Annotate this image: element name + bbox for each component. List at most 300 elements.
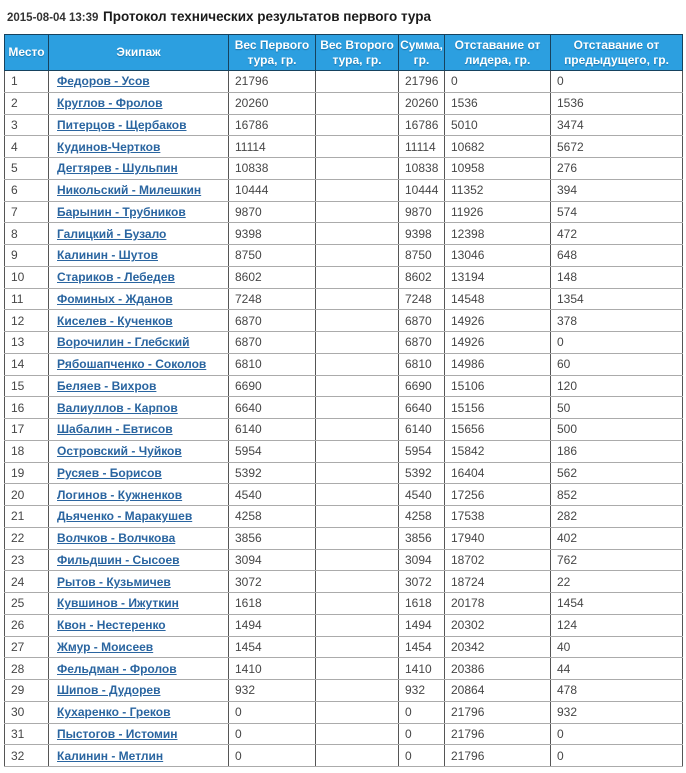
place-cell: 10	[5, 266, 49, 288]
sum-cell: 9398	[399, 223, 445, 245]
gap_prev-cell: 282	[551, 506, 683, 528]
table-row	[5, 375, 683, 397]
table-row	[5, 353, 683, 375]
table-row	[5, 506, 683, 528]
gap_prev-cell: 762	[551, 549, 683, 571]
crew-cell	[49, 680, 229, 702]
sum-cell: 9870	[399, 201, 445, 223]
table-row	[5, 658, 683, 680]
place-cell: 21	[5, 506, 49, 528]
gap_prev-cell: 378	[551, 310, 683, 332]
table-row	[5, 71, 683, 93]
sum-cell: 1454	[399, 636, 445, 658]
w2-cell	[316, 179, 399, 201]
sum-cell: 21796	[399, 71, 445, 93]
crew-cell	[49, 745, 229, 767]
w1-cell: 0	[229, 723, 316, 745]
gap_prev-cell: 0	[551, 745, 683, 767]
gap_leader-cell: 12398	[445, 223, 551, 245]
gap_leader-cell: 17940	[445, 527, 551, 549]
crew-link[interactable]: Волчков - Волчкова	[57, 531, 176, 546]
w1-cell: 9870	[229, 201, 316, 223]
gap_prev-cell: 472	[551, 223, 683, 245]
gap_leader-cell: 14926	[445, 332, 551, 354]
gap_leader-cell: 20302	[445, 614, 551, 636]
crew-link[interactable]: Калинин - Шутов	[57, 248, 158, 263]
gap_prev-cell: 574	[551, 201, 683, 223]
gap_leader-cell: 20864	[445, 680, 551, 702]
table-row	[5, 571, 683, 593]
gap_leader-cell: 14548	[445, 288, 551, 310]
gap_leader-cell: 15106	[445, 375, 551, 397]
gap_prev-cell: 402	[551, 527, 683, 549]
w1-cell: 20260	[229, 92, 316, 114]
place-cell: 7	[5, 201, 49, 223]
w1-cell: 5954	[229, 440, 316, 462]
crew-link[interactable]: Жмур - Моисеев	[57, 639, 154, 654]
table-row	[5, 701, 683, 723]
column-header-gap_leader: Отставание от лидера, гр.	[445, 35, 551, 71]
sum-cell: 5392	[399, 462, 445, 484]
w1-cell: 11114	[229, 136, 316, 158]
place-cell: 14	[5, 353, 49, 375]
column-header-place: Место	[5, 35, 49, 71]
gap_leader-cell: 14986	[445, 353, 551, 375]
crew-link[interactable]: Ворочилин - Глебский	[57, 335, 190, 350]
w1-cell: 4258	[229, 506, 316, 528]
page-title: Протокол технических результатов первого тура	[103, 9, 431, 24]
place-cell: 5	[5, 158, 49, 180]
table-row	[5, 680, 683, 702]
place-cell: 20	[5, 484, 49, 506]
gap_leader-cell: 17256	[445, 484, 551, 506]
w1-cell: 0	[229, 745, 316, 767]
crew-cell	[49, 353, 229, 375]
sum-cell: 6140	[399, 419, 445, 441]
crew-link[interactable]: Фельдман - Фролов	[57, 661, 177, 676]
w2-cell	[316, 419, 399, 441]
place-cell: 13	[5, 332, 49, 354]
place-cell: 30	[5, 701, 49, 723]
gap_prev-cell: 1454	[551, 593, 683, 615]
table-row	[5, 527, 683, 549]
results-table-head	[5, 35, 683, 71]
w2-cell	[316, 593, 399, 615]
w2-cell	[316, 506, 399, 528]
crew-cell	[49, 636, 229, 658]
w1-cell: 21796	[229, 71, 316, 93]
crew-cell	[49, 92, 229, 114]
gap_prev-cell: 394	[551, 179, 683, 201]
w2-cell	[316, 549, 399, 571]
sum-cell: 8750	[399, 245, 445, 267]
place-cell: 18	[5, 440, 49, 462]
w1-cell: 3856	[229, 527, 316, 549]
crew-cell	[49, 158, 229, 180]
place-cell: 22	[5, 527, 49, 549]
w2-cell	[316, 201, 399, 223]
table-row	[5, 179, 683, 201]
w1-cell: 16786	[229, 114, 316, 136]
gap_leader-cell: 10958	[445, 158, 551, 180]
column-header-sum: Сумма, гр.	[399, 35, 445, 71]
crew-cell	[49, 332, 229, 354]
gap_prev-cell: 5672	[551, 136, 683, 158]
gap_leader-cell: 21796	[445, 723, 551, 745]
crew-cell	[49, 71, 229, 93]
sum-cell: 6810	[399, 353, 445, 375]
crew-link[interactable]: Рябошапченко - Соколов	[57, 357, 207, 372]
place-cell: 19	[5, 462, 49, 484]
gap_prev-cell: 186	[551, 440, 683, 462]
place-cell: 16	[5, 397, 49, 419]
crew-cell	[49, 266, 229, 288]
gap_leader-cell: 21796	[445, 701, 551, 723]
w1-cell: 3094	[229, 549, 316, 571]
table-row	[5, 397, 683, 419]
results-table	[4, 34, 683, 767]
crew-cell	[49, 223, 229, 245]
crew-link[interactable]: Дегтярев - Шульпин	[57, 161, 178, 176]
table-row	[5, 419, 683, 441]
crew-link[interactable]: Дьяченко - Маракушев	[57, 509, 193, 524]
place-cell: 1	[5, 71, 49, 93]
gap_prev-cell: 120	[551, 375, 683, 397]
gap_prev-cell: 852	[551, 484, 683, 506]
w2-cell	[316, 397, 399, 419]
results-table-body	[5, 71, 683, 767]
sum-cell: 0	[399, 745, 445, 767]
table-row	[5, 114, 683, 136]
place-cell: 12	[5, 310, 49, 332]
timestamp: 2015-08-04 13:39	[7, 12, 99, 24]
crew-cell	[49, 527, 229, 549]
table-row	[5, 288, 683, 310]
gap_leader-cell: 11352	[445, 179, 551, 201]
place-cell: 24	[5, 571, 49, 593]
sum-cell: 1618	[399, 593, 445, 615]
w2-cell	[316, 723, 399, 745]
sum-cell: 932	[399, 680, 445, 702]
column-header-gap_prev: Отставание от предыдущего, гр.	[551, 35, 683, 71]
w2-cell	[316, 353, 399, 375]
crew-link[interactable]: Беляев - Вихров	[57, 378, 157, 393]
w1-cell: 8602	[229, 266, 316, 288]
gap_prev-cell: 50	[551, 397, 683, 419]
w1-cell: 6640	[229, 397, 316, 419]
crew-cell	[49, 484, 229, 506]
gap_leader-cell: 15656	[445, 419, 551, 441]
gap_prev-cell: 124	[551, 614, 683, 636]
column-header-w1: Вес Первого тура, гр.	[229, 35, 316, 71]
crew-link[interactable]: Кухаренко - Греков	[57, 705, 171, 720]
crew-cell	[49, 245, 229, 267]
gap_leader-cell: 18702	[445, 549, 551, 571]
crew-cell	[49, 136, 229, 158]
gap_prev-cell: 478	[551, 680, 683, 702]
crew-link[interactable]: Питерцов - Щербаков	[57, 117, 187, 132]
w1-cell: 6690	[229, 375, 316, 397]
place-cell: 29	[5, 680, 49, 702]
crew-cell	[49, 397, 229, 419]
w2-cell	[316, 71, 399, 93]
place-cell: 4	[5, 136, 49, 158]
w1-cell: 1618	[229, 593, 316, 615]
gap_leader-cell: 14926	[445, 310, 551, 332]
table-row	[5, 332, 683, 354]
crew-link[interactable]: Рытов - Кузьмичев	[57, 574, 171, 589]
sum-cell: 7248	[399, 288, 445, 310]
crew-link[interactable]: Кудинов-Чертков	[57, 139, 161, 154]
crew-link[interactable]: Никольский - Милешкин	[57, 183, 202, 198]
sum-cell: 3072	[399, 571, 445, 593]
crew-link[interactable]: Шипов - Дудорев	[57, 683, 161, 698]
gap_prev-cell: 3474	[551, 114, 683, 136]
crew-link[interactable]: Островский - Чуйков	[57, 444, 182, 459]
w2-cell	[316, 288, 399, 310]
place-cell: 11	[5, 288, 49, 310]
w2-cell	[316, 310, 399, 332]
gap_prev-cell: 0	[551, 71, 683, 93]
w2-cell	[316, 462, 399, 484]
w2-cell	[316, 614, 399, 636]
w2-cell	[316, 571, 399, 593]
gap_leader-cell: 16404	[445, 462, 551, 484]
w2-cell	[316, 701, 399, 723]
column-header-w2: Вес Второго тура, гр.	[316, 35, 399, 71]
place-cell: 3	[5, 114, 49, 136]
crew-cell	[49, 614, 229, 636]
place-cell: 2	[5, 92, 49, 114]
w2-cell	[316, 332, 399, 354]
table-row	[5, 245, 683, 267]
page-header	[0, 0, 686, 24]
table-row	[5, 92, 683, 114]
w2-cell	[316, 440, 399, 462]
sum-cell: 16786	[399, 114, 445, 136]
w1-cell: 1454	[229, 636, 316, 658]
sum-cell: 10444	[399, 179, 445, 201]
gap_prev-cell: 0	[551, 723, 683, 745]
gap_prev-cell: 0	[551, 332, 683, 354]
place-cell: 6	[5, 179, 49, 201]
table-row	[5, 266, 683, 288]
sum-cell: 6690	[399, 375, 445, 397]
w1-cell: 6870	[229, 332, 316, 354]
w1-cell: 3072	[229, 571, 316, 593]
w2-cell	[316, 223, 399, 245]
table-row	[5, 549, 683, 571]
gap_leader-cell: 13046	[445, 245, 551, 267]
place-cell: 27	[5, 636, 49, 658]
place-cell: 9	[5, 245, 49, 267]
table-row	[5, 158, 683, 180]
gap_leader-cell: 17538	[445, 506, 551, 528]
crew-cell	[49, 419, 229, 441]
gap_leader-cell: 13194	[445, 266, 551, 288]
w1-cell: 6870	[229, 310, 316, 332]
gap_prev-cell: 22	[551, 571, 683, 593]
w1-cell: 6810	[229, 353, 316, 375]
crew-link[interactable]: Киселев - Кученков	[57, 313, 173, 328]
w2-cell	[316, 527, 399, 549]
w2-cell	[316, 658, 399, 680]
place-cell: 23	[5, 549, 49, 571]
table-row	[5, 440, 683, 462]
w2-cell	[316, 92, 399, 114]
crew-link[interactable]: Фильдшин - Сысоев	[57, 552, 180, 567]
gap_leader-cell: 21796	[445, 745, 551, 767]
w1-cell: 8750	[229, 245, 316, 267]
sum-cell: 6640	[399, 397, 445, 419]
gap_leader-cell: 20342	[445, 636, 551, 658]
gap_prev-cell: 500	[551, 419, 683, 441]
table-row	[5, 223, 683, 245]
crew-link[interactable]: Фоминых - Жданов	[57, 291, 173, 306]
gap_prev-cell: 40	[551, 636, 683, 658]
sum-cell: 5954	[399, 440, 445, 462]
crew-link[interactable]: Круглов - Фролов	[57, 96, 163, 111]
crew-cell	[49, 201, 229, 223]
sum-cell: 6870	[399, 310, 445, 332]
sum-cell: 20260	[399, 92, 445, 114]
table-row	[5, 310, 683, 332]
gap_prev-cell: 932	[551, 701, 683, 723]
sum-cell: 6870	[399, 332, 445, 354]
sum-cell: 1410	[399, 658, 445, 680]
sum-cell: 0	[399, 723, 445, 745]
sum-cell: 4540	[399, 484, 445, 506]
sum-cell: 11114	[399, 136, 445, 158]
table-row	[5, 745, 683, 767]
gap_leader-cell: 10682	[445, 136, 551, 158]
crew-link[interactable]: Квон - Нестеренко	[57, 618, 166, 633]
gap_leader-cell: 15842	[445, 440, 551, 462]
crew-cell	[49, 375, 229, 397]
crew-link[interactable]: Логинов - Кужненков	[57, 487, 183, 502]
w1-cell: 7248	[229, 288, 316, 310]
gap_prev-cell: 648	[551, 245, 683, 267]
crew-cell	[49, 114, 229, 136]
crew-link[interactable]: Валиуллов - Карпов	[57, 400, 178, 415]
gap_prev-cell: 562	[551, 462, 683, 484]
w2-cell	[316, 680, 399, 702]
crew-link[interactable]: Барынин - Трубников	[57, 204, 186, 219]
table-row	[5, 484, 683, 506]
crew-link[interactable]: Стариков - Лебедев	[57, 270, 175, 285]
w1-cell: 5392	[229, 462, 316, 484]
w2-cell	[316, 266, 399, 288]
table-row	[5, 614, 683, 636]
w2-cell	[316, 745, 399, 767]
w1-cell: 932	[229, 680, 316, 702]
gap_leader-cell: 0	[445, 71, 551, 93]
w2-cell	[316, 158, 399, 180]
crew-cell	[49, 506, 229, 528]
w1-cell: 1494	[229, 614, 316, 636]
crew-cell	[49, 288, 229, 310]
gap_leader-cell: 11926	[445, 201, 551, 223]
crew-link[interactable]: Пыстогов - Истомин	[57, 726, 178, 741]
crew-link[interactable]: Русяев - Борисов	[57, 465, 162, 480]
gap_leader-cell: 1536	[445, 92, 551, 114]
crew-cell	[49, 440, 229, 462]
crew-cell	[49, 658, 229, 680]
place-cell: 32	[5, 745, 49, 767]
sum-cell: 4258	[399, 506, 445, 528]
gap_prev-cell: 276	[551, 158, 683, 180]
gap_leader-cell: 20178	[445, 593, 551, 615]
gap_leader-cell: 20386	[445, 658, 551, 680]
w2-cell	[316, 136, 399, 158]
w1-cell: 10838	[229, 158, 316, 180]
sum-cell: 0	[399, 701, 445, 723]
crew-cell	[49, 179, 229, 201]
table-row	[5, 201, 683, 223]
place-cell: 17	[5, 419, 49, 441]
gap_prev-cell: 148	[551, 266, 683, 288]
w1-cell: 10444	[229, 179, 316, 201]
w2-cell	[316, 114, 399, 136]
crew-cell	[49, 593, 229, 615]
crew-cell	[49, 571, 229, 593]
gap_prev-cell: 1354	[551, 288, 683, 310]
table-row	[5, 593, 683, 615]
w2-cell	[316, 375, 399, 397]
w1-cell: 6140	[229, 419, 316, 441]
w1-cell: 0	[229, 701, 316, 723]
place-cell: 15	[5, 375, 49, 397]
crew-cell	[49, 723, 229, 745]
sum-cell: 10838	[399, 158, 445, 180]
column-header-crew: Экипаж	[49, 35, 229, 71]
gap_prev-cell: 44	[551, 658, 683, 680]
crew-link[interactable]: Шабалин - Евтисов	[57, 422, 173, 437]
crew-cell	[49, 549, 229, 571]
gap_prev-cell: 60	[551, 353, 683, 375]
w1-cell: 4540	[229, 484, 316, 506]
gap_leader-cell: 15156	[445, 397, 551, 419]
table-row	[5, 723, 683, 745]
crew-cell	[49, 701, 229, 723]
table-row	[5, 462, 683, 484]
sum-cell: 1494	[399, 614, 445, 636]
gap_prev-cell: 1536	[551, 92, 683, 114]
place-cell: 8	[5, 223, 49, 245]
crew-cell	[49, 310, 229, 332]
place-cell: 28	[5, 658, 49, 680]
sum-cell: 3856	[399, 527, 445, 549]
table-row	[5, 636, 683, 658]
w1-cell: 9398	[229, 223, 316, 245]
crew-link[interactable]: Кувшинов - Ижуткин	[57, 596, 179, 611]
table-row	[5, 136, 683, 158]
place-cell: 31	[5, 723, 49, 745]
place-cell: 25	[5, 593, 49, 615]
w2-cell	[316, 484, 399, 506]
w2-cell	[316, 245, 399, 267]
sum-cell: 8602	[399, 266, 445, 288]
sum-cell: 3094	[399, 549, 445, 571]
table-header-row	[5, 35, 683, 71]
gap_leader-cell: 18724	[445, 571, 551, 593]
gap_leader-cell: 5010	[445, 114, 551, 136]
crew-link[interactable]: Галицкий - Бузало	[57, 226, 167, 241]
crew-link[interactable]: Федоров - Усов	[57, 74, 150, 89]
crew-link[interactable]: Калинин - Метлин	[57, 748, 164, 763]
w1-cell: 1410	[229, 658, 316, 680]
crew-cell	[49, 462, 229, 484]
